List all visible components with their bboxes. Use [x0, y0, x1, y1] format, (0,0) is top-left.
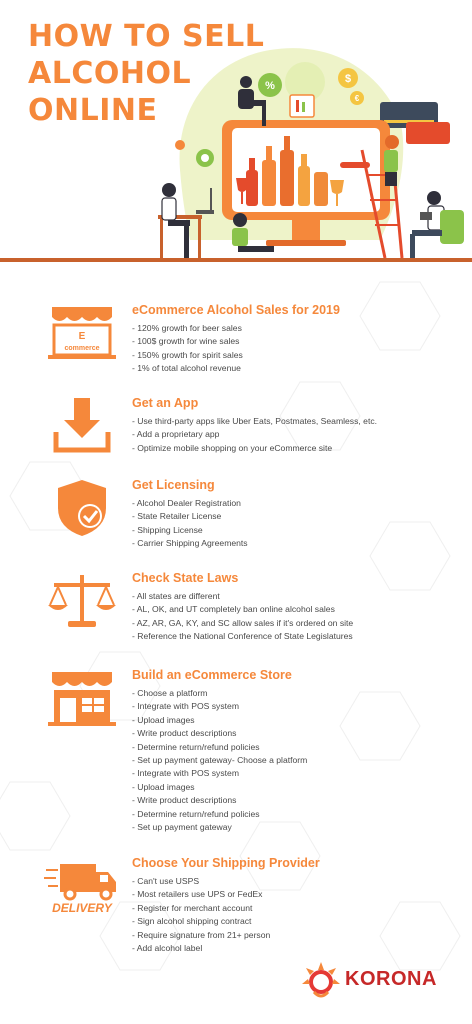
section-list: [132, 497, 248, 551]
section-check-state-laws: [0, 571, 472, 641]
delivery-truck-icon: [44, 860, 120, 920]
section-title: Get Licensing: [132, 478, 215, 492]
section-get-an-app: [0, 396, 472, 456]
list-item: - Integrate with POS system: [132, 768, 239, 779]
page-title: [28, 18, 264, 129]
download-icon: [44, 396, 120, 456]
list-item: - Integrate with POS system: [132, 701, 239, 712]
list-item: - Optimize mobile shopping on your eCommerce site: [132, 442, 333, 453]
icon-label-e: E: [78, 331, 86, 342]
list-item: - Sign alcohol shipping contract: [132, 916, 252, 927]
section-list: [132, 322, 243, 376]
section-ecommerce-sales: [0, 303, 472, 373]
list-item: - Register for merchant account: [132, 902, 253, 913]
icon-label-delivery: DELIVERY: [52, 901, 112, 915]
list-item: - Set up payment gateway: [132, 822, 232, 833]
list-item: - Use third-party apps like Uber Eats, Postmates, Seamless, etc.: [132, 416, 378, 426]
list-item: - Reference the National Conference of State Legislatures: [132, 631, 353, 642]
list-item: - AZ, AR, GA, KY, and SC allow sales if it's ordered on site: [132, 617, 354, 628]
section-list: [132, 415, 377, 455]
section-shipping-provider: [0, 856, 472, 956]
list-item: - Write product descriptions: [132, 795, 237, 806]
title-line-2: ALCOHOL: [28, 56, 192, 91]
title-line-1: HOW TO SELL: [28, 19, 265, 54]
section-list: [132, 875, 270, 955]
list-item: - Add a proprietary app: [132, 429, 220, 440]
list-item: - State Retailer License: [132, 511, 222, 522]
list-item: - Set up payment gateway- Choose a platform: [132, 755, 308, 766]
section-get-licensing: [0, 478, 472, 548]
section-title: eCommerce Alcohol Sales for 2019: [132, 303, 340, 317]
shield-check-icon: [44, 478, 120, 538]
list-item: - 1% of total alcohol revenue: [132, 363, 241, 374]
icon-label-commerce: commerce: [64, 345, 100, 352]
svg-text:$: $: [344, 73, 352, 85]
list-item: - Upload images: [132, 781, 195, 792]
svg-text:%: %: [265, 80, 275, 92]
list-item: - All states are different: [132, 591, 220, 601]
list-item: - Most retailers use UPS or FedEx: [132, 889, 263, 900]
list-item: - Choose a platform: [132, 688, 208, 698]
title-line-3: ONLINE: [28, 93, 158, 128]
list-item: - 100$ growth for wine sales: [132, 336, 240, 347]
list-item: - Can't use USPS: [132, 876, 200, 886]
ecommerce-storefront-icon: [44, 303, 120, 363]
list-item: - Upload images: [132, 714, 195, 725]
list-item: - Require signature from 21+ person: [132, 929, 271, 940]
list-item: - Add alcohol label: [132, 943, 203, 954]
korona-crown-logo-icon: [300, 960, 342, 1000]
list-item: - 120% growth for beer sales: [132, 323, 242, 333]
list-item: - Alcohol Dealer Registration: [132, 498, 241, 508]
section-title: Get an App: [132, 396, 199, 410]
list-item: - Determine return/refund policies: [132, 808, 260, 819]
hero: [0, 0, 472, 262]
brand-logo: [300, 960, 450, 1000]
section-list: [132, 590, 353, 644]
list-item: - Shipping License: [132, 524, 203, 535]
section-build-ecommerce-store: [0, 668, 472, 838]
svg-text:€: €: [354, 94, 360, 103]
list-item: - Determine return/refund policies: [132, 741, 260, 752]
list-item: - Write product descriptions: [132, 728, 237, 739]
list-item: - Carrier Shipping Agreements: [132, 538, 248, 549]
store-icon: [44, 668, 120, 728]
section-title: Build an eCommerce Store: [132, 668, 292, 682]
section-title: Choose Your Shipping Provider: [132, 856, 320, 870]
list-item: - AL, OK, and UT completely ban online alcohol sales: [132, 604, 335, 615]
brand-name: KORONA: [345, 968, 437, 990]
list-item: - 150% growth for spirit sales: [132, 349, 243, 360]
section-title: Check State Laws: [132, 571, 239, 585]
section-list: [132, 687, 307, 834]
scales-icon: [44, 571, 120, 631]
